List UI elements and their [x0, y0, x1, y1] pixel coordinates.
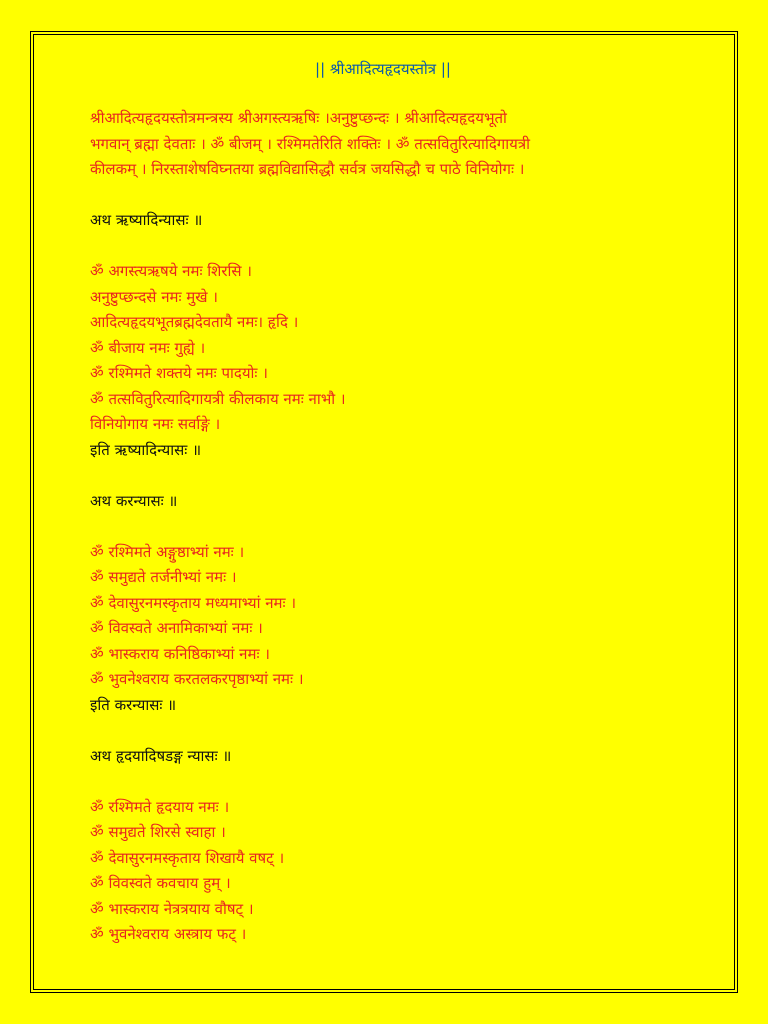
hridayadi-line: ॐ देवासुरनमस्कृताय शिखायै वषट् । — [90, 848, 285, 867]
karanyasa-line: ॐ भास्कराय कनिष्ठिकाभ्यां नमः । — [90, 644, 270, 663]
document-title: || श्रीआदित्यहृदयस्तोत्र || — [315, 60, 451, 78]
karanyasa-line: ॐ रश्मिमते अङ्गुष्ठाभ्यां नमः । — [90, 542, 245, 561]
document-body — [90, 58, 690, 948]
karanyasa-line: ॐ विवस्वते अनामिकाभ्यां नमः । — [90, 619, 263, 637]
hridayadi-line: ॐ रश्मिमते हृदयाय नमः । — [90, 797, 230, 816]
hridayadi-line: ॐ समुद्यते शिरसे स्वाहा । — [90, 823, 226, 841]
karanyasa-line: ॐ भुवनेश्वराय करतलकरपृष्ठाभ्यां नमः । — [90, 670, 304, 688]
rishyadi-end: इति ऋष्यादिन्यासः ॥ — [90, 440, 202, 459]
rishyadi-line: ॐ अगस्त्यऋषये नमः शिरसि । — [90, 262, 252, 280]
intro-line-2: भगवान् ब्रह्मा देवताः । ॐ बीजम् । रश्मिमतेरिति शक्तिः । ॐ तत्सवितुरित्यादिगायत्री — [90, 134, 530, 153]
hridayadi-line: ॐ भास्कराय नेत्रत्रयाय वौषट् । — [90, 899, 254, 918]
karanyasa-line: ॐ समुद्यते तर्जनीभ्यां नमः । — [90, 568, 237, 586]
rishyadi-line: विनियोगाय नमः सर्वाङ्गे । — [90, 415, 221, 433]
rishyadi-line: आदित्यहृदयभूतब्रह्मदेवतायै नमः। हृदि । — [90, 313, 299, 331]
intro-line-1: श्रीआदित्यहृदयस्तोत्रमन्त्रस्य श्रीअगस्त्यऋषिः ।अनुष्टुप्छन्दः । श्रीआदित्यहृदयभूतो — [90, 109, 507, 127]
hridayadi-heading: अथ हृदयादिषडङ्ग न्यासः ॥ — [90, 746, 232, 765]
rishyadi-line: ॐ तत्सवितुरित्यादिगायत्री कीलकाय नमः नाभौ । — [90, 389, 346, 408]
rishyadi-line: अनुष्टुप्छन्दसे नमः मुखे । — [90, 287, 218, 306]
rishyadi-line: ॐ रश्मिमते शक्तये नमः पादयोः । — [90, 364, 268, 382]
rishyadi-line: ॐ बीजाय नमः गुह्ये । — [90, 338, 206, 357]
rishyadi-heading: अथ ऋष्यादिन्यासः ॥ — [90, 211, 203, 229]
intro-line-3: कीलकम् । निरस्ताशेषविघ्नतया ब्रह्मविद्यासिद्धौ सर्वत्र जयसिद्धौ च पाठे विनियोगः । — [90, 160, 525, 178]
hridayadi-line: ॐ विवस्वते कवचाय हुम् । — [90, 874, 231, 892]
hridayadi-line: ॐ भुवनेश्वराय अस्त्राय फट् । — [90, 925, 247, 943]
karanyasa-end: इति करन्यासः ॥ — [90, 695, 177, 714]
karanyasa-line: ॐ देवासुरनमस्कृताय मध्यमाभ्यां नमः । — [90, 593, 297, 612]
karanyasa-heading: अथ करन्यासः ॥ — [90, 491, 178, 510]
